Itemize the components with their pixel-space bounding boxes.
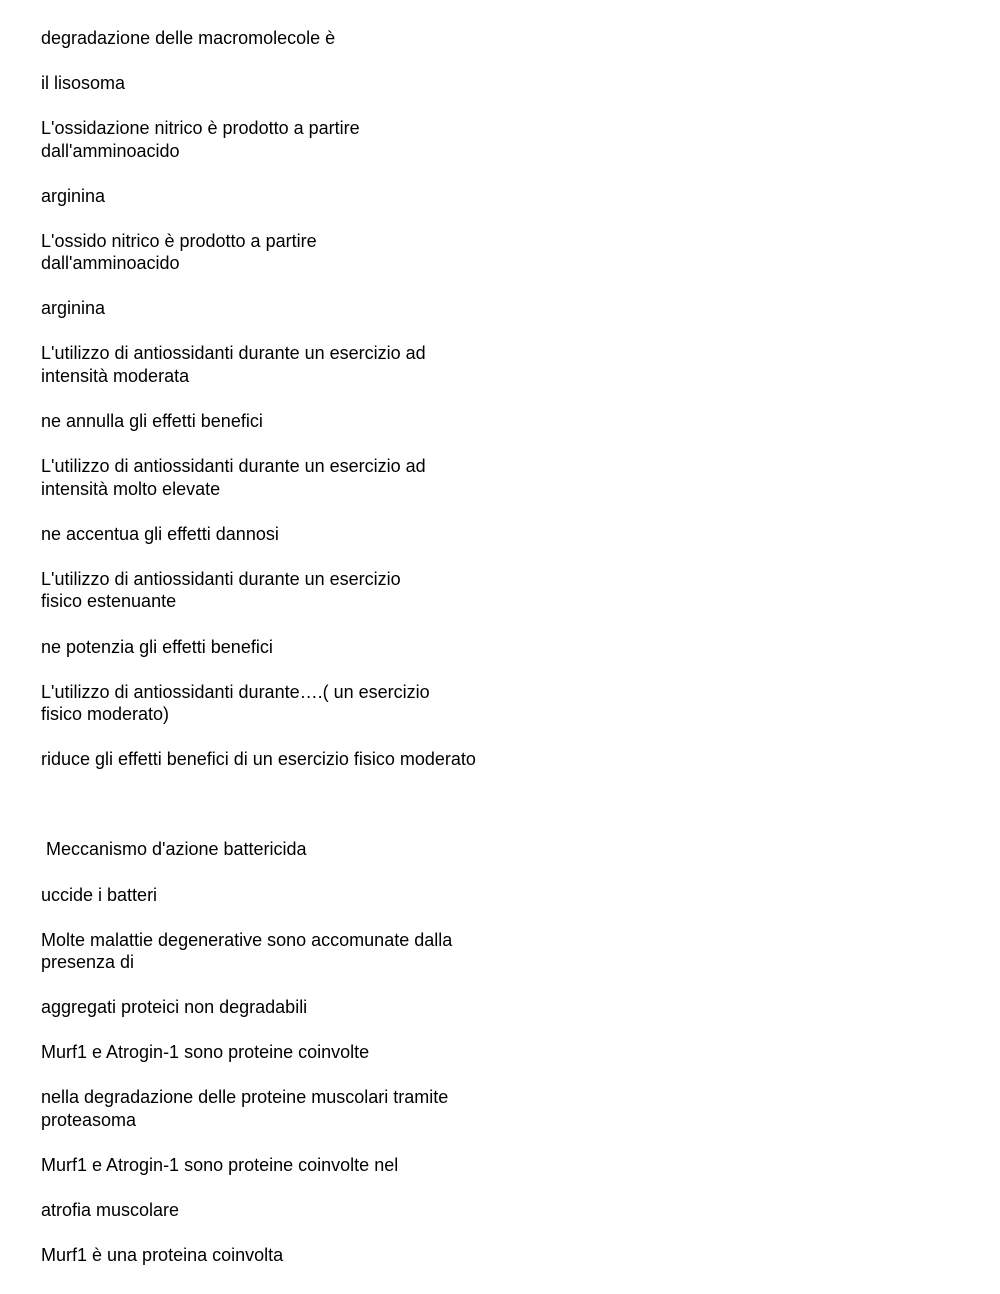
text-line: Meccanismo d'azione battericida [41,839,307,859]
text-line: uccide i batteri [41,885,158,905]
text-line: arginina [41,186,106,206]
text-line: presenza di [41,952,135,972]
text-line: intensità moderata [41,366,190,386]
text-line: ne annulla gli effetti benefici [41,411,263,431]
text-line: L'utilizzo di antiossidanti durante un esercizio ad [41,456,426,476]
text-line: Molte malattie degenerative sono accomunate dalla [41,930,453,950]
text-line: L'utilizzo di antiossidanti durante un esercizio [41,569,401,589]
text-line: riduce gli effetti benefici di un esercizio fisico moderato [41,749,476,769]
text-line: ne potenzia gli effetti benefici [41,637,273,657]
text-line: nella degradazione delle proteine muscolari tramite [41,1087,449,1107]
text-line: Murf1 e Atrogin-1 sono proteine coinvolte nel [41,1155,399,1175]
text-line: fisico estenuante [41,591,177,611]
text-line: L'ossido nitrico è prodotto a partire [41,231,317,251]
text-line: aggregati proteici non degradabili [41,997,308,1017]
text-line: proteasoma [41,1110,137,1130]
text-line: fisico moderato) [41,704,170,724]
text-line: L'ossidazione nitrico è prodotto a partire [41,118,360,138]
text-line: intensità molto elevate [41,479,221,499]
text-line: L'utilizzo di antiossidanti durante un esercizio ad [41,343,426,363]
text-line: dall'amminoacido [41,141,180,161]
text-line: il lisosoma [41,73,126,93]
text-line: L'utilizzo di antiossidanti durante….( un esercizio [41,682,430,702]
text-line: ne accentua gli effetti dannosi [41,524,279,544]
text-line: dall'amminoacido [41,253,180,273]
text-line: atrofia muscolare [41,1200,180,1220]
text-line: arginina [41,298,106,318]
text-line: Murf1 è una proteina coinvolta [41,1245,284,1265]
text-line: Murf1 e Atrogin-1 sono proteine coinvolte [41,1042,370,1062]
text-line: degradazione delle macromolecole è [41,28,336,48]
